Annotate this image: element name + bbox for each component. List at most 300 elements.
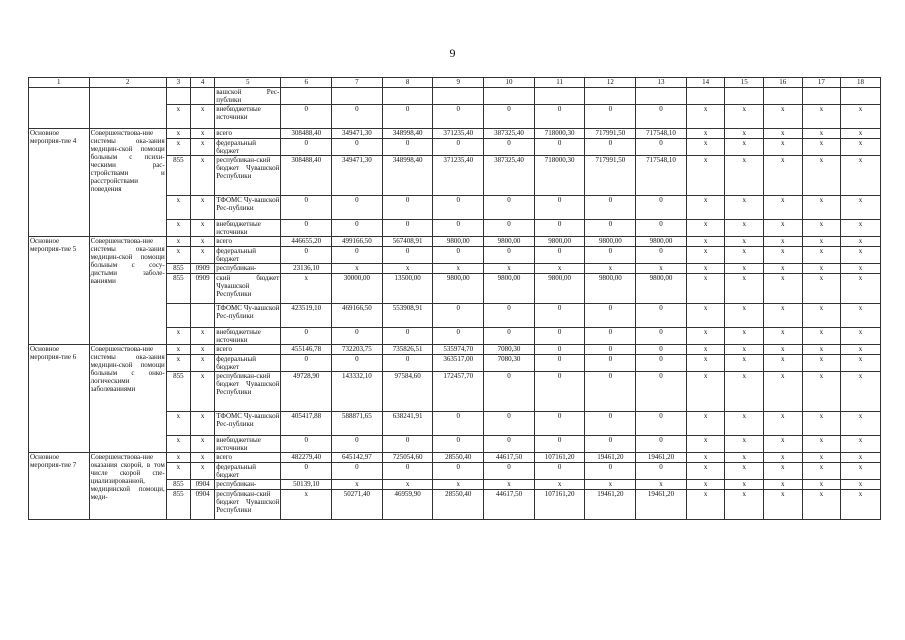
amount-cell: х [636, 480, 687, 490]
rzpr-cell: х [190, 247, 214, 264]
header-cell: 3 [166, 78, 190, 88]
amount-cell: 717548,10 [636, 129, 687, 139]
amount-cell: 0 [484, 436, 535, 453]
amount-cell: х [636, 264, 687, 274]
measure-name-cell [29, 88, 90, 129]
target-cell: х [802, 304, 841, 328]
target-cell: х [686, 345, 725, 355]
amount-cell: 19461,20 [636, 453, 687, 463]
amount-cell: 0 [534, 105, 585, 129]
target-cell: х [802, 490, 841, 520]
target-cell: х [802, 105, 841, 129]
amount-cell: 308488,40 [281, 156, 332, 196]
target-cell: х [725, 105, 764, 129]
amount-cell: 718000,30 [534, 129, 585, 139]
grbs-cell: х [166, 247, 190, 264]
funding-source-cell: федеральный бюджет [215, 463, 281, 480]
amount-cell [281, 88, 332, 105]
funding-source-cell: республикан-ский бюджет Чувашской Республики [215, 156, 281, 196]
target-cell: х [802, 480, 841, 490]
table-row [29, 129, 881, 139]
amount-cell: 0 [585, 345, 636, 355]
target-cell [686, 88, 725, 105]
amount-cell: 0 [636, 436, 687, 453]
target-cell: х [841, 490, 881, 520]
amount-cell: 0 [382, 463, 433, 480]
target-cell: х [802, 345, 841, 355]
header-cell: 12 [585, 78, 636, 88]
amount-cell: 30000,00 [332, 274, 383, 304]
amount-cell: х [585, 480, 636, 490]
amount-cell: 363517,00 [433, 355, 484, 372]
amount-cell: 0 [382, 105, 433, 129]
target-cell: х [725, 480, 764, 490]
target-cell: х [763, 463, 802, 480]
budget-table [28, 77, 881, 520]
amount-cell: 371235,40 [433, 156, 484, 196]
amount-cell: 172457,70 [433, 372, 484, 412]
amount-cell: 0 [636, 220, 687, 237]
target-cell: х [841, 247, 881, 264]
amount-cell: х [281, 490, 332, 520]
target-cell: х [725, 139, 764, 156]
grbs-cell: х [166, 139, 190, 156]
rzpr-cell: 0904 [190, 480, 214, 490]
amount-cell: 553908,91 [382, 304, 433, 328]
amount-cell: 0 [332, 247, 383, 264]
target-cell: х [841, 436, 881, 453]
target-cell: х [725, 412, 764, 436]
target-cell: х [725, 372, 764, 412]
target-cell: х [725, 274, 764, 304]
amount-cell: 717991,50 [585, 129, 636, 139]
amount-cell: 0 [484, 412, 535, 436]
amount-cell: 28550,40 [433, 453, 484, 463]
amount-cell: х [382, 264, 433, 274]
amount-cell: 0 [534, 345, 585, 355]
rzpr-cell: х [190, 328, 214, 345]
target-cell: х [763, 436, 802, 453]
amount-cell: 13500,00 [382, 274, 433, 304]
amount-cell: 0 [585, 372, 636, 412]
amount-cell [433, 88, 484, 105]
amount-cell: 7080,30 [484, 355, 535, 372]
grbs-cell: х [166, 453, 190, 463]
amount-cell: 50139,10 [281, 480, 332, 490]
target-cell: х [686, 220, 725, 237]
amount-cell: 423519,10 [281, 304, 332, 328]
target-cell: х [725, 156, 764, 196]
amount-cell: 0 [585, 105, 636, 129]
target-cell: х [802, 412, 841, 436]
amount-cell: 9800,00 [534, 274, 585, 304]
amount-cell: 0 [484, 304, 535, 328]
target-cell: х [841, 345, 881, 355]
grbs-cell: 855 [166, 274, 190, 304]
table-row [29, 237, 881, 247]
amount-cell: 482279,40 [281, 453, 332, 463]
page-number: 9 [449, 46, 456, 60]
target-cell: х [686, 490, 725, 520]
target-cell: х [725, 345, 764, 355]
measure-name-cell: Основное мероприя-тие 5 [29, 237, 90, 345]
amount-cell: 0 [281, 247, 332, 264]
amount-cell: 28550,40 [433, 490, 484, 520]
amount-cell: 0 [585, 247, 636, 264]
rzpr-cell: х [190, 436, 214, 453]
target-cell: х [763, 372, 802, 412]
target-cell: х [841, 274, 881, 304]
amount-cell: 9800,00 [585, 237, 636, 247]
amount-cell: 0 [382, 139, 433, 156]
amount-cell: 0 [382, 436, 433, 453]
amount-cell: 0 [534, 247, 585, 264]
amount-cell: 0 [484, 220, 535, 237]
target-cell: х [725, 196, 764, 220]
target-cell: х [725, 453, 764, 463]
grbs-cell: х [166, 463, 190, 480]
amount-cell: 0 [534, 412, 585, 436]
target-cell: х [841, 453, 881, 463]
amount-cell: 143332,10 [332, 372, 383, 412]
target-cell: х [802, 237, 841, 247]
target-cell: х [763, 156, 802, 196]
funding-source-cell: ТФОМС Чу-вашской Рес-публики [215, 412, 281, 436]
target-cell: х [802, 453, 841, 463]
target-cell: х [725, 304, 764, 328]
target-cell: х [841, 355, 881, 372]
target-cell: х [725, 237, 764, 247]
amount-cell: 0 [484, 196, 535, 220]
funding-source-cell: всего [215, 453, 281, 463]
amount-cell: 0 [382, 355, 433, 372]
target-cell: х [686, 139, 725, 156]
amount-cell: 588871,65 [332, 412, 383, 436]
header-cell: 2 [89, 78, 166, 88]
amount-cell: 717548,10 [636, 156, 687, 196]
amount-cell: 735826,51 [382, 345, 433, 355]
target-cell [763, 88, 802, 105]
amount-cell: 371235,40 [433, 129, 484, 139]
amount-cell: 348998,40 [382, 156, 433, 196]
target-cell: х [763, 412, 802, 436]
amount-cell [534, 88, 585, 105]
amount-cell: х [332, 264, 383, 274]
target-cell: х [725, 264, 764, 274]
target-cell [725, 88, 764, 105]
amount-cell: 0 [281, 463, 332, 480]
amount-cell: 405417,88 [281, 412, 332, 436]
header-cell: 4 [190, 78, 214, 88]
amount-cell: 23136,10 [281, 264, 332, 274]
funding-source-cell: внебюджетные источники [215, 328, 281, 345]
target-cell [841, 88, 881, 105]
amount-cell: 0 [433, 247, 484, 264]
amount-cell: 0 [484, 372, 535, 412]
target-cell: х [802, 156, 841, 196]
header-cell: 13 [636, 78, 687, 88]
amount-cell: 0 [332, 328, 383, 345]
rzpr-cell: 0909 [190, 264, 214, 274]
grbs-cell [166, 88, 190, 105]
table-row [29, 453, 881, 463]
amount-cell: 0 [433, 412, 484, 436]
amount-cell: х [534, 264, 585, 274]
amount-cell: 0 [484, 463, 535, 480]
target-cell: х [686, 237, 725, 247]
measure-name-cell: Основное мероприя-тие 4 [29, 129, 90, 237]
grbs-cell: х [166, 345, 190, 355]
amount-cell: 9800,00 [433, 237, 484, 247]
amount-cell: 9800,00 [534, 237, 585, 247]
amount-cell: 499166,50 [332, 237, 383, 247]
header-cell: 16 [763, 78, 802, 88]
amount-cell: 97584,60 [382, 372, 433, 412]
target-cell: х [841, 129, 881, 139]
amount-cell: х [332, 480, 383, 490]
target-cell: х [686, 480, 725, 490]
funding-source-cell: ТФОМС Чу-вашской Рес-публики [215, 196, 281, 220]
amount-cell: 0 [332, 436, 383, 453]
funding-source-cell: внебюджетные источники [215, 220, 281, 237]
target-cell: х [841, 264, 881, 274]
amount-cell: 0 [382, 220, 433, 237]
rzpr-cell: х [190, 220, 214, 237]
amount-cell: 349471,30 [332, 129, 383, 139]
amount-cell: 0 [281, 328, 332, 345]
target-cell: х [802, 355, 841, 372]
amount-cell: 9800,00 [484, 237, 535, 247]
header-cell: 10 [484, 78, 535, 88]
amount-cell: 0 [585, 139, 636, 156]
amount-cell [484, 88, 535, 105]
amount-cell: 44617,50 [484, 453, 535, 463]
amount-cell: 446655,20 [281, 237, 332, 247]
amount-cell: 44617,50 [484, 490, 535, 520]
header-cell: 11 [534, 78, 585, 88]
funding-source-cell: ский бюджет Чувашской Республики [215, 274, 281, 304]
target-cell [802, 88, 841, 105]
amount-cell: 0 [636, 247, 687, 264]
target-cell: х [686, 196, 725, 220]
target-cell: х [763, 490, 802, 520]
grbs-cell: х [166, 412, 190, 436]
amount-cell: 9800,00 [585, 274, 636, 304]
amount-cell: 0 [534, 196, 585, 220]
amount-cell: 725054,60 [382, 453, 433, 463]
amount-cell: 645142,97 [332, 453, 383, 463]
amount-cell: 455146,78 [281, 345, 332, 355]
header-cell: 1 [29, 78, 90, 88]
header-row [29, 78, 881, 88]
target-cell: х [841, 237, 881, 247]
target-cell: х [686, 372, 725, 412]
amount-cell: 0 [484, 105, 535, 129]
amount-cell: 9800,00 [433, 274, 484, 304]
amount-cell [636, 88, 687, 105]
target-cell: х [686, 355, 725, 372]
target-cell: х [686, 412, 725, 436]
amount-cell: 0 [534, 436, 585, 453]
header-cell: 18 [841, 78, 881, 88]
rzpr-cell: х [190, 453, 214, 463]
measure-description-cell: Совершенствова-ние системы ока-зания медицин-ской помощи больным с сосу-дистыми заболе-ваниями [89, 237, 166, 345]
amount-cell [585, 88, 636, 105]
amount-cell: 7080,30 [484, 345, 535, 355]
funding-source-cell: республикан-ский бюджет Чувашской Республики [215, 372, 281, 412]
amount-cell: 0 [534, 328, 585, 345]
target-cell: х [802, 274, 841, 304]
amount-cell: 9800,00 [636, 237, 687, 247]
target-cell: х [686, 156, 725, 196]
measure-name-cell: Основное мероприя-тие 7 [29, 453, 90, 520]
amount-cell: 0 [636, 345, 687, 355]
funding-source-cell: всего [215, 129, 281, 139]
target-cell: х [763, 328, 802, 345]
amount-cell: 0 [382, 328, 433, 345]
amount-cell: 348998,40 [382, 129, 433, 139]
amount-cell: 0 [484, 328, 535, 345]
target-cell: х [841, 372, 881, 412]
funding-source-cell: федеральный бюджет [215, 247, 281, 264]
target-cell: х [763, 237, 802, 247]
target-cell: х [802, 247, 841, 264]
amount-cell: 49728,90 [281, 372, 332, 412]
grbs-cell: 855 [166, 490, 190, 520]
target-cell: х [686, 105, 725, 129]
amount-cell: 0 [281, 105, 332, 129]
amount-cell: 0 [332, 463, 383, 480]
amount-cell: 387325,40 [484, 156, 535, 196]
amount-cell: 0 [636, 328, 687, 345]
target-cell: х [841, 220, 881, 237]
grbs-cell: х [166, 237, 190, 247]
amount-cell: 0 [433, 220, 484, 237]
amount-cell: 0 [332, 355, 383, 372]
target-cell: х [763, 480, 802, 490]
target-cell: х [725, 463, 764, 480]
amount-cell: 469166,50 [332, 304, 383, 328]
target-cell: х [763, 105, 802, 129]
target-cell: х [802, 196, 841, 220]
grbs-cell: 855 [166, 264, 190, 274]
amount-cell: 107161,20 [534, 453, 585, 463]
target-cell: х [686, 264, 725, 274]
funding-source-cell: федеральный бюджет [215, 355, 281, 372]
table-row [29, 345, 881, 355]
target-cell: х [725, 220, 764, 237]
amount-cell [382, 88, 433, 105]
funding-source-cell: республикан- [215, 264, 281, 274]
amount-cell: 0 [534, 463, 585, 480]
target-cell: х [686, 274, 725, 304]
target-cell: х [841, 156, 881, 196]
target-cell: х [841, 196, 881, 220]
amount-cell: 19461,20 [636, 490, 687, 520]
target-cell: х [725, 328, 764, 345]
target-cell: х [686, 304, 725, 328]
amount-cell: 308488,40 [281, 129, 332, 139]
measure-description-cell: Совершенствова-ние системы ока-зания медицин-ской помощи больным с психи-ческими рас-стройствами и расстройствами поведения [89, 129, 166, 237]
header-cell: 9 [433, 78, 484, 88]
rzpr-cell: х [190, 345, 214, 355]
amount-cell: 19461,20 [585, 453, 636, 463]
target-cell: х [841, 139, 881, 156]
amount-cell: 0 [332, 196, 383, 220]
target-cell: х [763, 196, 802, 220]
rzpr-cell [190, 304, 214, 328]
amount-cell: х [382, 480, 433, 490]
amount-cell: 0 [585, 436, 636, 453]
amount-cell: 349471,30 [332, 156, 383, 196]
amount-cell: 0 [534, 355, 585, 372]
rzpr-cell: 0904 [190, 490, 214, 520]
funding-source-cell: внебюджетные источники [215, 105, 281, 129]
amount-cell: 0 [585, 220, 636, 237]
target-cell: х [802, 372, 841, 412]
rzpr-cell: х [190, 237, 214, 247]
rzpr-cell: х [190, 463, 214, 480]
amount-cell: 0 [433, 196, 484, 220]
amount-cell: 0 [636, 105, 687, 129]
amount-cell: 9800,00 [636, 274, 687, 304]
grbs-cell: х [166, 220, 190, 237]
amount-cell [332, 88, 383, 105]
measure-description-cell: Совершенствова-ние оказания скорой, в том числе скорой спе-циализированной, медицинской помощи, меди- [89, 453, 166, 520]
header-cell: 14 [686, 78, 725, 88]
amount-cell: 0 [636, 139, 687, 156]
target-cell: х [802, 328, 841, 345]
target-cell: х [841, 304, 881, 328]
amount-cell: 0 [636, 372, 687, 412]
funding-source-cell: ТФОМС Чу-вашской Рес-публики [215, 304, 281, 328]
amount-cell: 50271,40 [332, 490, 383, 520]
target-cell: х [763, 274, 802, 304]
target-cell: х [686, 129, 725, 139]
target-cell: х [802, 436, 841, 453]
amount-cell: 718000,30 [534, 156, 585, 196]
rzpr-cell: х [190, 355, 214, 372]
amount-cell: х [585, 264, 636, 274]
amount-cell: 0 [433, 105, 484, 129]
target-cell: х [725, 129, 764, 139]
amount-cell: 0 [534, 304, 585, 328]
target-cell: х [802, 463, 841, 480]
target-cell: х [725, 355, 764, 372]
amount-cell: х [484, 480, 535, 490]
amount-cell: х [534, 480, 585, 490]
target-cell: х [686, 328, 725, 345]
amount-cell: 0 [281, 436, 332, 453]
amount-cell: 0 [433, 436, 484, 453]
header-cell: 15 [725, 78, 764, 88]
target-cell: х [841, 463, 881, 480]
amount-cell: 19461,20 [585, 490, 636, 520]
amount-cell: 0 [585, 328, 636, 345]
rzpr-cell: х [190, 196, 214, 220]
measure-description-cell: Совершенствова-ние системы ока-зания медицин-ской помощи больным с онко-логическими заболеваниями [89, 345, 166, 453]
amount-cell: 0 [534, 372, 585, 412]
measure-name-cell: Основное мероприя-тие 6 [29, 345, 90, 453]
header-cell: 6 [281, 78, 332, 88]
table-row [29, 88, 881, 105]
target-cell: х [802, 220, 841, 237]
grbs-cell: х [166, 436, 190, 453]
grbs-cell: х [166, 196, 190, 220]
amount-cell: х [433, 264, 484, 274]
rzpr-cell: х [190, 129, 214, 139]
amount-cell: 0 [484, 139, 535, 156]
